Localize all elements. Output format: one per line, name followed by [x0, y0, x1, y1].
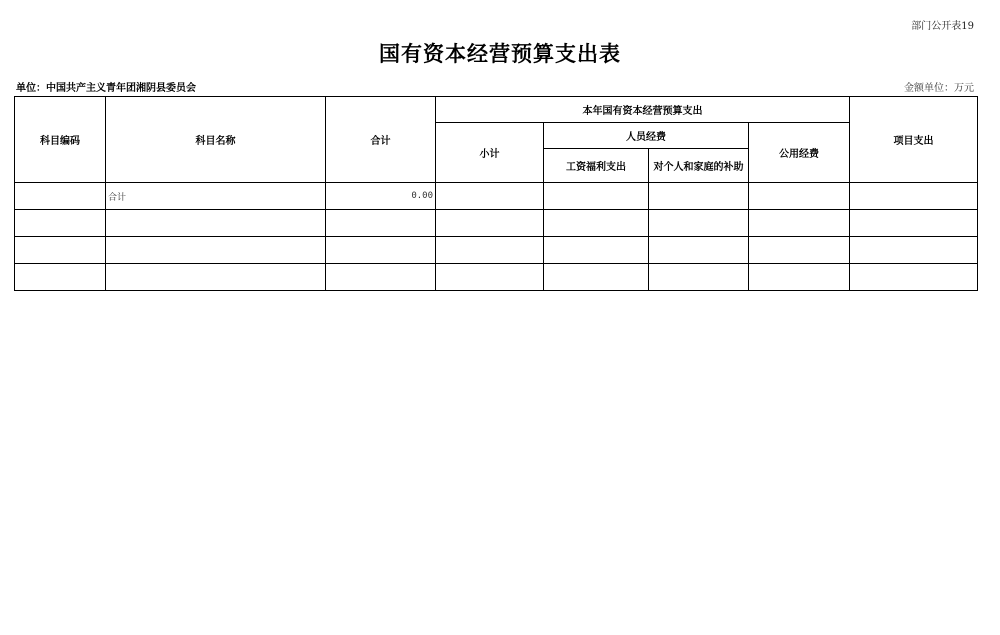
- cell-subtotal: [436, 237, 544, 264]
- header-code: 科目编码: [15, 97, 106, 183]
- cell-project: [850, 210, 978, 237]
- cell-total: [326, 210, 436, 237]
- amount-unit-label: 金额单位：万元: [904, 83, 974, 94]
- header-personnel: 人员经费: [544, 123, 749, 149]
- cell-public: [749, 237, 850, 264]
- cell-subsidy: [649, 264, 749, 291]
- cell-subtotal: [436, 183, 544, 210]
- table-row: [15, 210, 978, 237]
- table-row: [15, 264, 978, 291]
- header-salary-welfare: 工资福利支出: [544, 149, 649, 183]
- header-current-year: 本年国有资本经营预算支出: [436, 97, 850, 123]
- table-row: [15, 183, 978, 210]
- cell-salary: [544, 237, 649, 264]
- cell-public: [749, 210, 850, 237]
- cell-code: [15, 183, 106, 210]
- header-subtotal: 小计: [436, 123, 544, 183]
- cell-name: [106, 237, 326, 264]
- cell-subsidy: [649, 210, 749, 237]
- cell-code: [15, 264, 106, 291]
- header-public-funds: 公用经费: [749, 123, 850, 183]
- cell-project: [850, 237, 978, 264]
- unit-label: 单位：中国共产主义青年团湘阴县委员会: [16, 83, 196, 94]
- cell-code: [15, 237, 106, 264]
- table-row: [15, 237, 978, 264]
- doc-number: 部门公开表19: [911, 21, 974, 32]
- cell-name: [106, 264, 326, 291]
- cell-project: [850, 264, 978, 291]
- cell-public: [749, 183, 850, 210]
- cell-subtotal: [436, 264, 544, 291]
- cell-subsidy: [649, 183, 749, 210]
- cell-subtotal: [436, 210, 544, 237]
- cell-total: [326, 237, 436, 264]
- header-name: 科目名称: [106, 97, 326, 183]
- cell-name: 合计: [106, 183, 326, 210]
- budget-table: [14, 96, 978, 291]
- cell-public: [749, 264, 850, 291]
- cell-name: [106, 210, 326, 237]
- page-title: 国有资本经营预算支出表: [379, 42, 621, 66]
- cell-salary: [544, 210, 649, 237]
- cell-total: 0.00: [326, 183, 436, 210]
- cell-total: [326, 264, 436, 291]
- header-project: 项目支出: [850, 97, 978, 183]
- cell-subsidy: [649, 237, 749, 264]
- cell-code: [15, 210, 106, 237]
- header-individual-subsidy: 对个人和家庭的补助: [649, 149, 749, 183]
- cell-salary: [544, 264, 649, 291]
- cell-project: [850, 183, 978, 210]
- header-total: 合计: [326, 97, 436, 183]
- cell-salary: [544, 183, 649, 210]
